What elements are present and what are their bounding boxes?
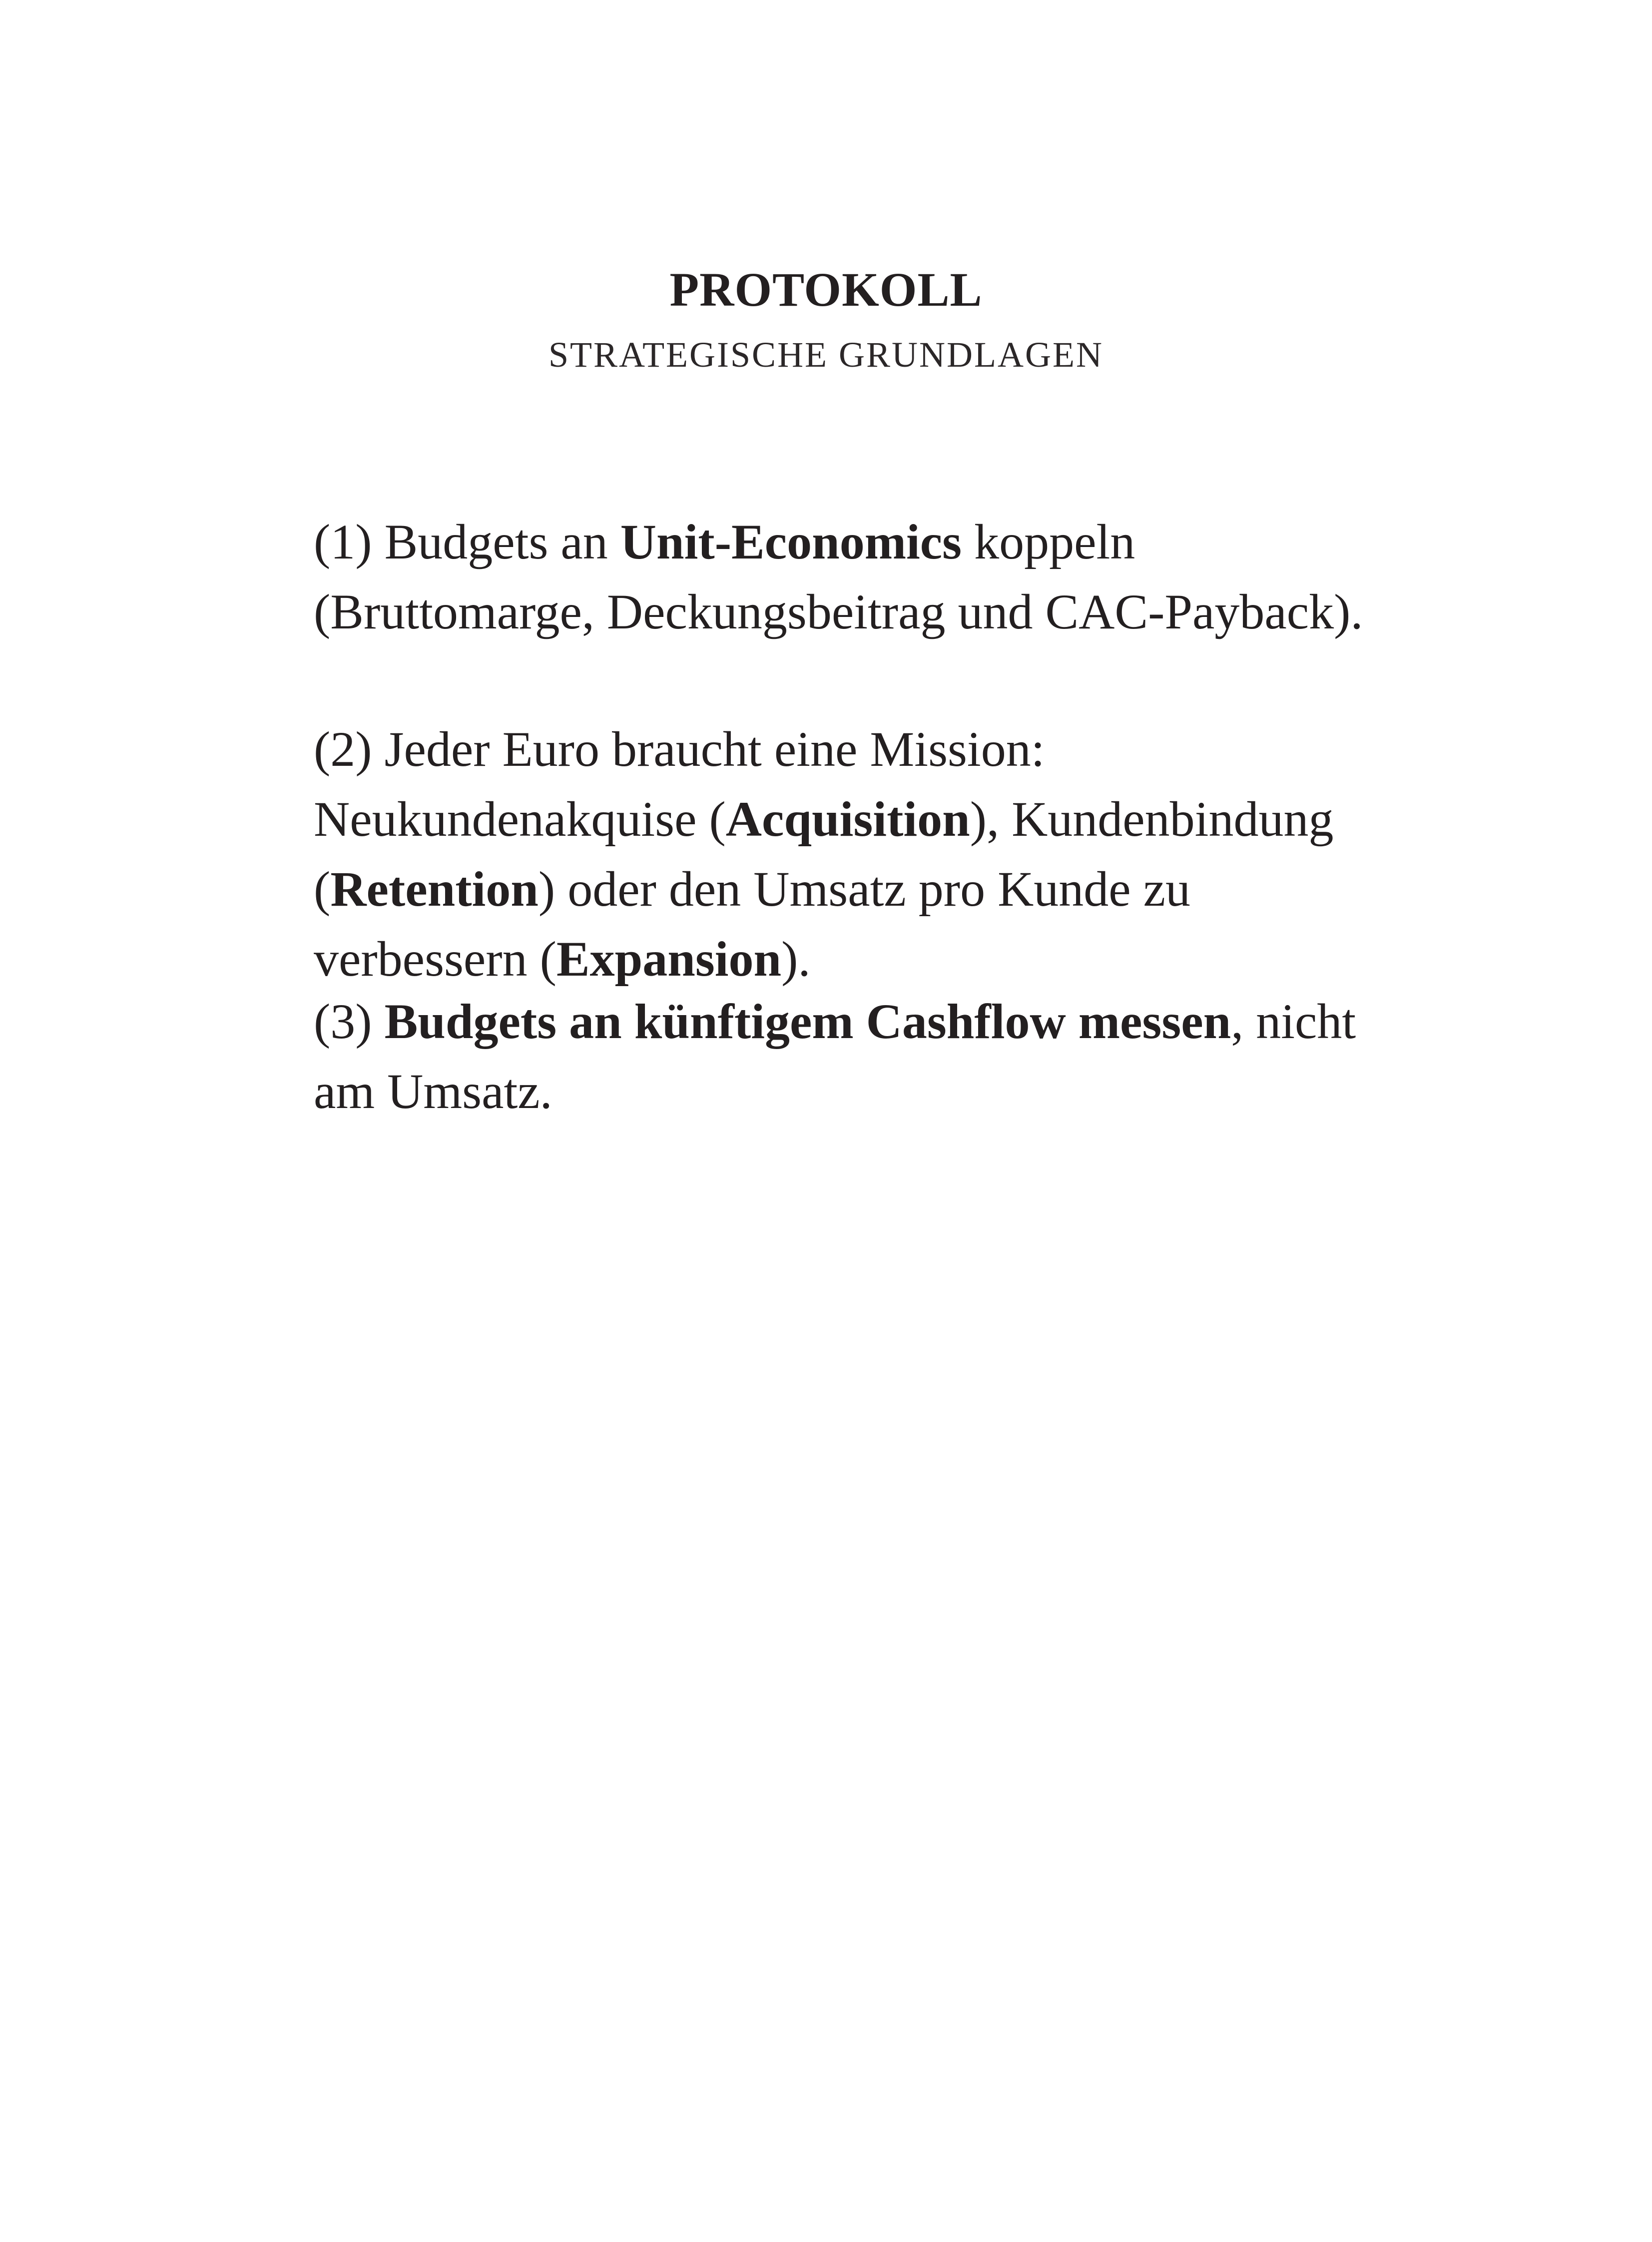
paragraph-3 [314,987,1413,1126]
paragraph-1-bold-unit-economics: Unit-Economics [620,514,962,569]
paragraph-2-bold-retention: Retention [330,861,539,917]
paragraph-1-text-2: koppeln (Bruttomarge, Deckungsbeitrag und CAC-Payback). [314,514,1363,639]
paragraph-2-text-1: Jeder Euro braucht eine Mission: Neukundenakquise ( [314,721,1045,847]
paragraph-1-text-1: Budgets an [372,514,620,569]
paragraph-1-number: (1) [314,514,372,569]
page-title: PROTOKOLL [669,263,983,316]
paragraph-3-number: (3) [314,994,372,1049]
page-subtitle: STRATEGISCHE GRUNDLAGEN [549,335,1103,375]
paragraph-2-text-4: ). [781,931,811,987]
paragraph-2 [314,714,1413,994]
paragraph-2-bold-expansion: Expansion [556,931,782,987]
paragraph-3-text-2: , nicht am Umsatz. [314,994,1356,1119]
paragraph-1 [314,507,1413,647]
paragraph-2-number: (2) [314,721,372,777]
paragraph-3-bold-cashflow: Budgets an künftigem Cashflow messen [384,994,1231,1049]
paragraph-2-text-3: ) oder den Umsatz pro Kunde zu verbessern ( [314,861,1191,987]
paragraph-3-text-1 [372,994,385,1049]
paragraph-2-text-2: ), Kundenbindung ( [314,791,1334,917]
paragraph-2-bold-acquisition: Acquisition [725,791,970,847]
